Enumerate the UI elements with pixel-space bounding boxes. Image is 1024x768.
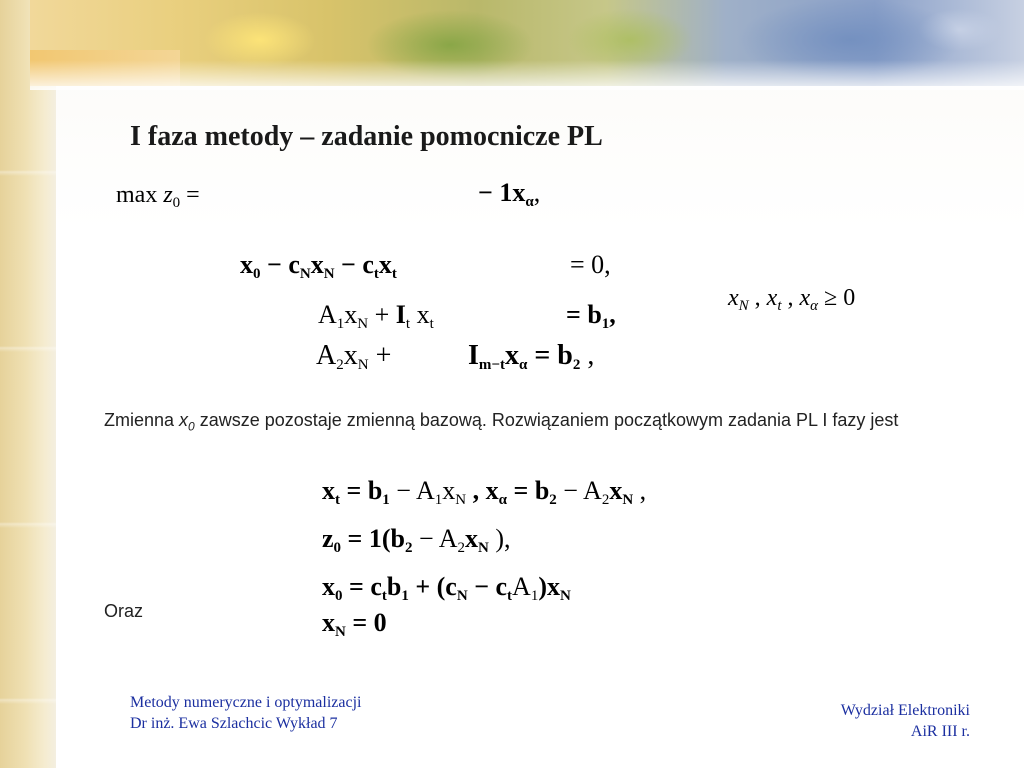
term-sub: t [429, 316, 434, 332]
slide-title: I faza metody – zadanie pomocnicze PL [130, 121, 603, 152]
term: x [465, 524, 478, 553]
term-sub: 1 [382, 492, 390, 508]
term: x [322, 608, 335, 637]
term-sub: 2 [572, 357, 581, 373]
term: ), [488, 524, 511, 553]
decorative-banner-fade [30, 60, 1024, 90]
term-sub: t [335, 492, 340, 508]
objective-term: − 1x [478, 178, 526, 207]
term: x [344, 300, 358, 329]
explanation-text [104, 408, 984, 440]
footer-right [841, 700, 970, 742]
var-sub: 0 [188, 419, 195, 434]
constraint-row-1-rhs: = 0, [570, 250, 611, 279]
z-var: z [163, 182, 173, 208]
term-sub: N [455, 492, 467, 508]
constraint-row-2 [318, 300, 434, 332]
solution-line-4 [322, 608, 387, 640]
term: A [316, 340, 337, 371]
equals-sign: = [186, 182, 200, 208]
comma: , [580, 340, 595, 371]
term-sub: 1 [530, 588, 539, 604]
term-sub: m−t [478, 357, 505, 373]
term-sub: 0 [253, 266, 261, 282]
term: − A [556, 476, 602, 505]
term: b [386, 572, 402, 601]
constraint-row-3-rhs [468, 340, 595, 373]
term-sub: N [738, 298, 749, 314]
decorative-left-strip [0, 0, 56, 768]
oraz-label: Oraz [104, 601, 144, 621]
term: = b [507, 476, 550, 505]
term: = c [342, 572, 382, 601]
operator: + [368, 300, 396, 329]
term-sub: t [381, 588, 387, 604]
term: − c [334, 250, 374, 279]
term: A [318, 300, 337, 329]
term: x [728, 285, 739, 311]
term-sub: t [507, 588, 513, 604]
term: = b [566, 300, 602, 329]
text: Zmienna [104, 410, 180, 430]
objective-term-sub: α [525, 194, 534, 210]
operator: + [368, 340, 392, 371]
term: x [240, 250, 253, 279]
term-sub: N [560, 588, 571, 604]
footer-course-name: Metody numeryczne i optymalizacji [130, 694, 362, 711]
term: − c [260, 250, 300, 279]
term: x [766, 285, 778, 311]
footer-author-lecture: Dr inż. Ewa Szlachcic Wykład 7 [130, 715, 338, 732]
separator: , [781, 285, 800, 311]
term-sub: 1 [601, 316, 610, 332]
max-label: max [116, 182, 158, 208]
term-sub: t [373, 266, 379, 282]
term: = 1(b [341, 524, 405, 553]
nonnegativity-constraint [728, 285, 856, 314]
term: , x [466, 476, 499, 505]
term: x [322, 476, 335, 505]
term: x [322, 572, 335, 601]
term: x [378, 250, 392, 279]
term-sub: 2 [457, 540, 465, 556]
term-sub: N [478, 540, 489, 556]
footer-left [130, 692, 361, 734]
text: zawsze pozostaje zmienną bazową. Rozwiązaniem początkowym zadania PL I fazy jest [194, 410, 899, 430]
term-sub: 0 [335, 588, 343, 604]
term-sub: α [518, 357, 528, 373]
term: − c [467, 572, 508, 601]
term-sub: N [357, 357, 369, 373]
comma: , [633, 476, 647, 505]
term: z [322, 524, 334, 553]
term: x [799, 285, 811, 311]
term: )x [538, 572, 560, 601]
var: x [179, 410, 189, 430]
term: x [310, 250, 324, 279]
comma: , [609, 300, 616, 329]
term-sub: 2 [404, 540, 413, 556]
solution-line-2 [322, 524, 511, 556]
term: A [512, 572, 531, 601]
solution-line-3 [322, 572, 571, 604]
term: + (c [408, 572, 457, 601]
term: = 0 [345, 608, 387, 637]
constraint-row-3 [316, 340, 392, 373]
separator: , [748, 285, 767, 311]
term-sub: t [405, 316, 411, 332]
term: I [395, 300, 406, 329]
objective-rhs [478, 178, 541, 210]
term: − A [412, 524, 458, 553]
term-sub: t [777, 298, 782, 314]
term-sub: N [357, 316, 369, 332]
term-sub: N [335, 624, 346, 640]
term-sub: N [456, 588, 468, 604]
term-sub: N [622, 492, 634, 508]
term-sub: α [810, 298, 819, 314]
z-sub: 0 [172, 195, 181, 211]
term: x [410, 300, 430, 329]
term-sub: N [299, 266, 311, 282]
footer-faculty: Wydział Elektroniki [840, 702, 970, 719]
constraint-row-2-rhs [566, 300, 616, 332]
term-sub: α [498, 492, 508, 508]
term: = b [340, 476, 383, 505]
term: x [343, 340, 358, 371]
term-sub: 1 [401, 588, 409, 604]
term-sub: 2 [336, 357, 344, 373]
term-sub: 1 [434, 492, 443, 508]
term-sub: 0 [333, 540, 342, 556]
term-sub: 2 [601, 492, 610, 508]
constraint-row-1 [240, 250, 397, 282]
term-sub: 1 [336, 316, 345, 332]
footer-year: AiR III r. [910, 723, 970, 740]
term-sub: 2 [549, 492, 557, 508]
term: ≥ 0 [818, 285, 856, 311]
solution-line-1 [322, 476, 647, 508]
objective-label [116, 182, 200, 211]
objective-comma: , [533, 178, 541, 207]
term: x [504, 340, 519, 371]
term-sub: N [323, 266, 335, 282]
term: x [442, 476, 456, 505]
term: = b [527, 340, 573, 371]
term: I [468, 340, 479, 371]
term: x [609, 476, 623, 505]
term: − A [389, 476, 435, 505]
term-sub: t [391, 266, 397, 282]
